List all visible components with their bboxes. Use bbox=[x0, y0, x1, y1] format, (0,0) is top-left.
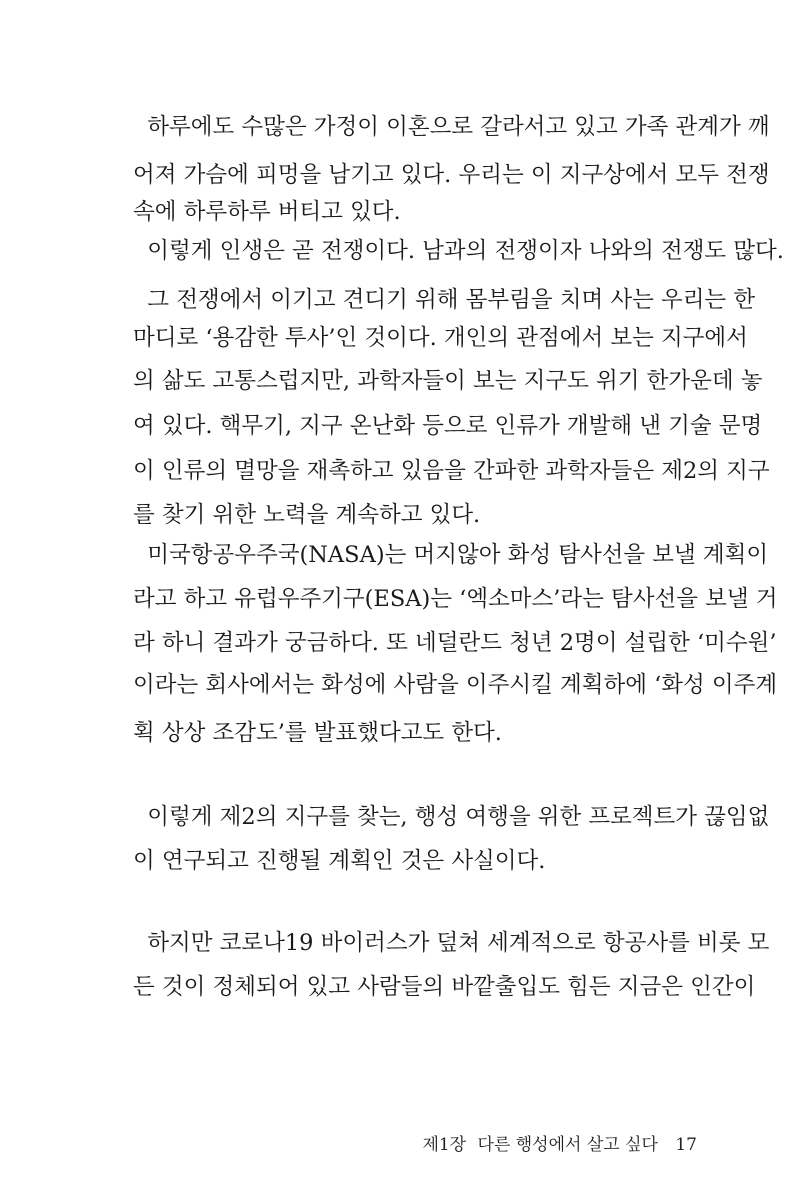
text-line: 미국항공우주국(NASA)는 머지않아 화성 탐사선을 보낼 계획이 bbox=[133, 542, 769, 568]
text-line: 마디로 ‘용감한 투사’인 것이다. 개인의 관점에서 보는 지구에서 bbox=[133, 325, 748, 351]
text-line: 이 연구되고 진행될 계획인 것은 사실이다. bbox=[133, 848, 546, 874]
text-line: 의 삶도 고통스럽지만, 과학자들이 보는 지구도 위기 한가운데 놓 bbox=[133, 368, 763, 394]
text-line: 이렇게 제2의 지구를 찾는, 행성 여행을 위한 프로젝트가 끊임없 bbox=[133, 804, 770, 830]
text-line: 어져 가슴에 피멍을 남기고 있다. 우리는 이 지구상에서 모두 전쟁 bbox=[133, 162, 770, 188]
text-line: 라고 하고 유럽우주기구(ESA)는 ‘엑소마스’라는 탐사선을 보낼 거 bbox=[133, 586, 778, 612]
text-line: 그 전쟁에서 이기고 견디기 위해 몸부림을 치며 사는 우리는 한 bbox=[133, 287, 756, 313]
page-footer bbox=[422, 1133, 697, 1157]
text-line: 여 있다. 핵무기, 지구 온난화 등으로 인류가 개발해 낸 기술 문명 bbox=[133, 413, 763, 439]
text-line: 이라는 회사에서는 화성에 사람을 이주시킬 계획하에 ‘화성 이주계 bbox=[133, 672, 778, 698]
chapter-title: 다른 행성에서 살고 싶다 bbox=[477, 1135, 658, 1155]
text-line: 하루에도 수많은 가정이 이혼으로 갈라서고 있고 가족 관계가 깨 bbox=[133, 114, 770, 140]
text-line: 를 찾기 위한 노력을 계속하고 있다. bbox=[133, 502, 481, 528]
text-line: 이 인류의 멸망을 재촉하고 있음을 간파한 과학자들은 제2의 지구 bbox=[133, 458, 770, 484]
page-number: 17 bbox=[675, 1135, 697, 1155]
text-line: 하지만 코로나19 바이러스가 덮쳐 세계적으로 항공사를 비롯 모 bbox=[133, 930, 770, 956]
chapter-label: 제1장 bbox=[422, 1135, 467, 1155]
text-line: 든 것이 정체되어 있고 사람들의 바깥출입도 힘든 지금은 인간이 bbox=[133, 974, 756, 1000]
text-line: 이렇게 인생은 곧 전쟁이다. 남과의 전쟁이자 나와의 전쟁도 많다. bbox=[133, 238, 784, 264]
text-line: 획 상상 조감도’를 발표했다고도 한다. bbox=[133, 720, 502, 746]
text-line: 속에 하루하루 버티고 있다. bbox=[133, 199, 401, 225]
text-line: 라 하니 결과가 궁금하다. 또 네덜란드 청년 2명이 설립한 ‘미수원’ bbox=[133, 630, 777, 656]
